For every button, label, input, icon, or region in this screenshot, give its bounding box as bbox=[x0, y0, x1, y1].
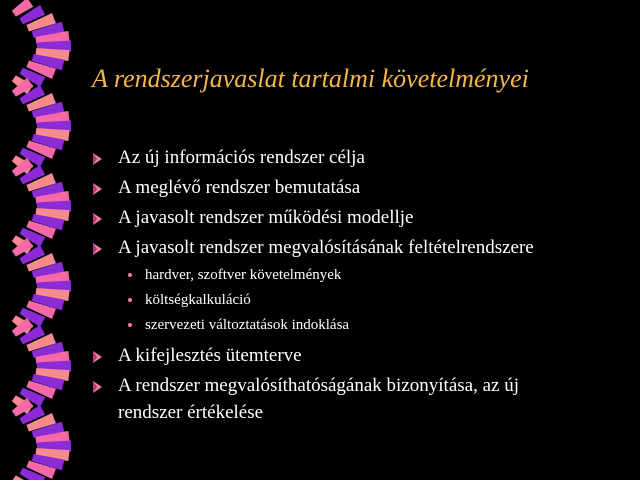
list-item-text: A javasolt rendszer megvalósításának feltételrendszere bbox=[118, 237, 534, 258]
sub-list-item bbox=[145, 290, 251, 310]
list-item-continuation bbox=[118, 400, 263, 425]
list-item bbox=[118, 373, 519, 398]
list-item bbox=[118, 175, 360, 200]
list-item-text: A meglévő rendszer bemutatása bbox=[118, 177, 361, 198]
wedge-bullet-icon bbox=[93, 213, 102, 225]
sub-list-item-text: költségkalkuláció bbox=[145, 292, 251, 308]
list-item bbox=[118, 205, 413, 230]
list-item bbox=[118, 145, 365, 170]
dot-bullet-icon bbox=[128, 273, 132, 277]
list-item bbox=[118, 343, 302, 368]
sub-list-item-text: hardver, szoftver követelmények bbox=[145, 267, 342, 283]
sub-list-item-text: szervezeti változtatások indoklása bbox=[145, 317, 350, 333]
sub-list-item bbox=[145, 265, 341, 285]
sub-list-item bbox=[145, 315, 349, 335]
wedge-bullet-icon bbox=[93, 153, 102, 165]
list-item-text: Az új információs rendszer célja bbox=[118, 147, 365, 168]
wedge-bullet-icon bbox=[93, 183, 102, 195]
dot-bullet-icon bbox=[128, 298, 132, 302]
list-item-text: A javasolt rendszer működési modellje bbox=[118, 207, 414, 228]
list-item-text: A rendszer megvalósíthatóságának bizonyítása, az új bbox=[118, 375, 519, 396]
wedge-bullet-icon bbox=[93, 381, 102, 393]
list-item bbox=[118, 235, 534, 260]
slide-title: A rendszerjavaslat tartalmi követelményei bbox=[92, 64, 529, 93]
list-item-text: rendszer értékelése bbox=[118, 402, 264, 423]
wedge-bullet-icon bbox=[93, 243, 102, 255]
dot-bullet-icon bbox=[128, 323, 132, 327]
list-item-text: A kifejlesztés ütemterve bbox=[118, 345, 302, 366]
wedge-bullet-icon bbox=[93, 351, 102, 363]
